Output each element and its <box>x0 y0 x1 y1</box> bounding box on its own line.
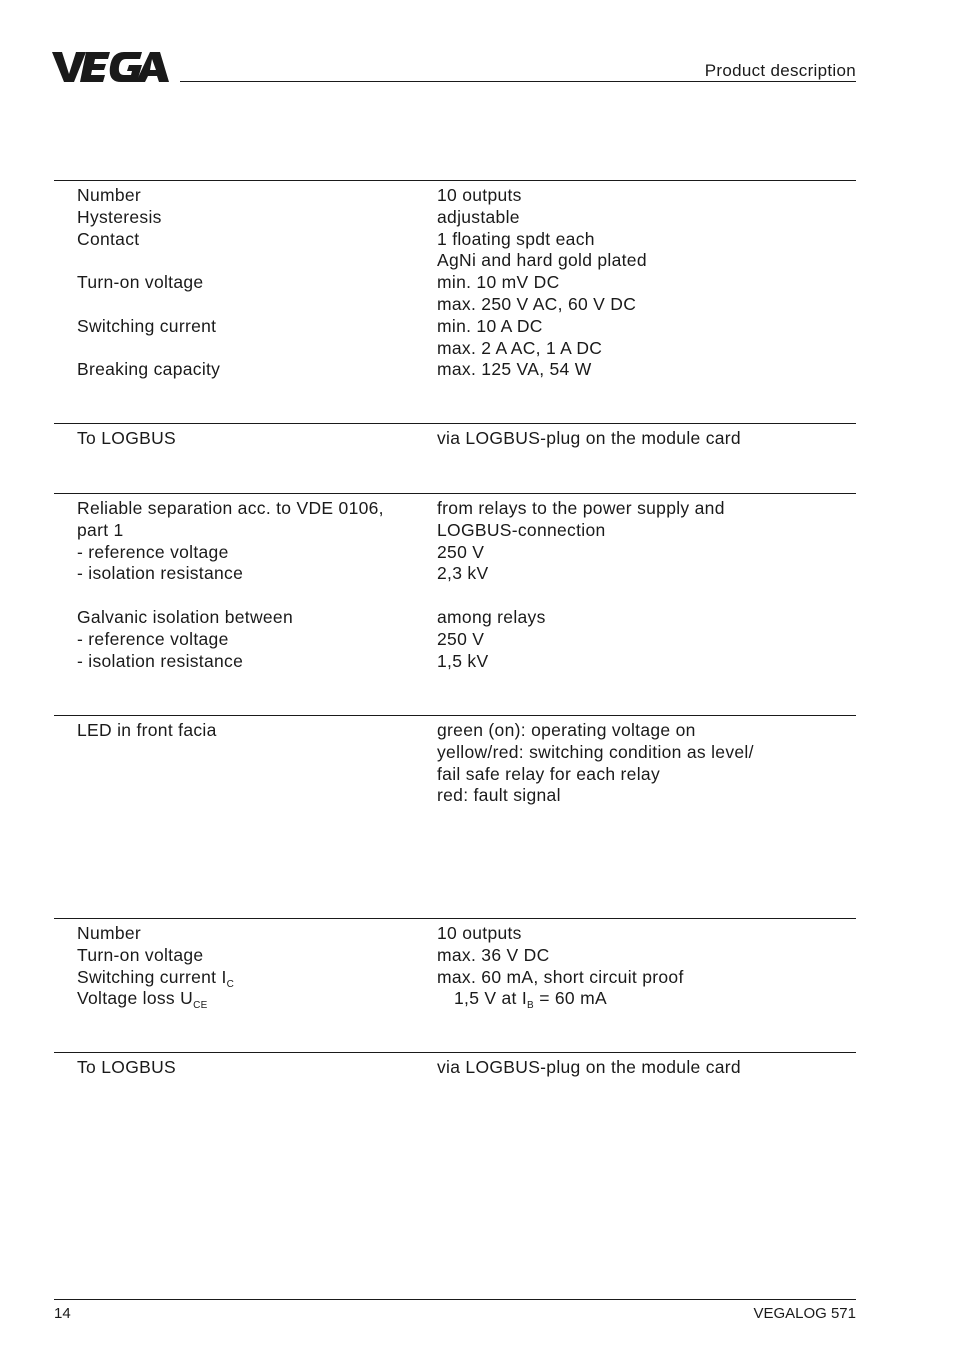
spec-label: Hysteresis <box>77 206 162 227</box>
spec-row <box>54 764 856 786</box>
spec-row <box>54 294 856 316</box>
spec-value: 1,5 V at $I_B = 60$ mA <box>454 988 607 1012</box>
spec-row <box>54 207 856 229</box>
spec-label: - reference voltage <box>77 628 229 649</box>
page-number: 14 <box>54 1305 71 1322</box>
spec-value: 1 floating spdt each <box>437 228 595 249</box>
spec-label: Turn-on voltage <box>77 272 204 293</box>
spec-value: 2,3 kV <box>437 563 489 584</box>
spec-value: AgNi and hard gold plated <box>437 250 647 271</box>
spec-value: 250 V <box>437 541 485 562</box>
spec-value: 1,5 kV <box>437 650 489 671</box>
spec-row <box>54 498 856 520</box>
spec-value: max. 2 A AC, 1 A DC <box>437 337 603 358</box>
indicators-section <box>54 715 856 807</box>
spec-value: red: fault signal <box>437 785 561 806</box>
spec-label: part 1 <box>77 519 124 540</box>
spec-row <box>54 629 856 651</box>
spec-value: 10 outputs <box>437 923 522 943</box>
spec-label: Reliable separation acc. to VDE 0106, <box>77 498 384 518</box>
spec-label: Galvanic isolation between <box>77 606 293 627</box>
spec-row <box>54 585 856 607</box>
spec-row <box>54 945 856 967</box>
document-name: VEGALOG 571 <box>753 1305 856 1322</box>
footer-divider <box>54 1299 856 1300</box>
vega-logo <box>52 48 170 86</box>
spec-row <box>54 316 856 338</box>
spec-label: Contact <box>77 228 140 249</box>
spec-value: min. 10 A DC <box>437 315 543 336</box>
spec-value: from relays to the power supply and <box>437 498 725 518</box>
spec-label: To LOGBUS <box>77 428 176 448</box>
spec-value: max. 250 V AC, 60 V DC <box>437 293 637 314</box>
spec-value: fail safe relay for each relay <box>437 763 660 784</box>
spec-row <box>54 607 856 629</box>
electrical-separation-section <box>54 493 856 672</box>
spec-row <box>54 967 856 989</box>
spec-value: LOGBUS-connection <box>437 519 606 540</box>
spec-row <box>54 542 856 564</box>
spec-row <box>54 428 856 450</box>
spec-value: among relays <box>437 606 546 627</box>
spec-row <box>54 185 856 207</box>
spec-value: max. 36 V DC <box>437 944 550 965</box>
spec-label: Breaking capacity <box>77 359 221 380</box>
spec-row <box>54 720 856 742</box>
spec-row <box>54 988 856 1010</box>
spec-label: - reference voltage <box>77 541 229 562</box>
spec-value: min. 10 mV DC <box>437 272 560 293</box>
spec-label: Turn-on voltage <box>77 944 204 965</box>
spec-row <box>54 742 856 764</box>
relay-outputs-section <box>54 180 856 381</box>
spec-value: 10 outputs <box>437 185 522 205</box>
spec-value: yellow/red: switching condition as level/ <box>437 741 754 762</box>
spec-value: via LOGBUS-plug on the module card <box>437 428 741 448</box>
spec-row <box>54 651 856 673</box>
spec-label: Number <box>77 923 142 943</box>
spec-value: max. 60 mA, short circuit proof <box>437 966 684 987</box>
spec-label: LED in front facia <box>77 720 217 740</box>
transistor-outputs-section <box>54 918 856 1010</box>
spec-label: - isolation resistance <box>77 650 244 671</box>
spec-label: Switching current <box>77 315 217 336</box>
connection-section-2 <box>54 1052 856 1079</box>
section-title: Product description <box>704 61 856 80</box>
spec-row <box>54 272 856 294</box>
spec-row <box>54 520 856 542</box>
spec-row <box>54 229 856 251</box>
header-divider <box>180 81 856 82</box>
spec-label: To LOGBUS <box>77 1057 176 1077</box>
spec-row <box>54 338 856 360</box>
spec-label: Switching current $I_C$ <box>77 966 235 990</box>
spec-row <box>54 250 856 272</box>
spec-row <box>54 785 856 807</box>
spec-row <box>54 563 856 585</box>
spec-value: adjustable <box>437 206 520 227</box>
connection-section <box>54 423 856 450</box>
spec-row <box>54 1057 856 1079</box>
spec-label: Voltage loss $U_{CE}$ <box>77 988 208 1012</box>
spec-label: Number <box>77 185 142 205</box>
spec-value: 250 V <box>437 628 485 649</box>
spec-row <box>54 923 856 945</box>
spec-row <box>54 359 856 381</box>
spec-value: max. 125 VA, 54 W <box>437 359 592 380</box>
spec-value: green (on): operating voltage on <box>437 720 696 740</box>
spec-label: - isolation resistance <box>77 563 244 584</box>
spec-value: via LOGBUS-plug on the module card <box>437 1057 741 1077</box>
